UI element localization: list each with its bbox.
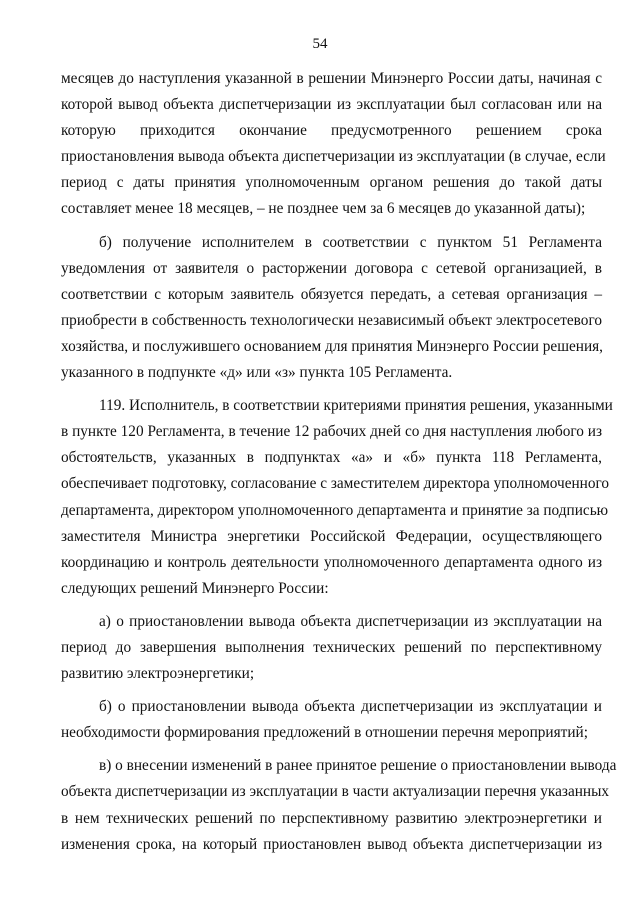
text-line: месяцев до наступления указанной в решении Минэнерго России даты, начиная с <box>61 70 602 87</box>
paragraph-item-b-notification <box>61 230 602 387</box>
text-line: хозяйства, и послужившего основанием для принятия Минэнерго России решения, <box>61 337 604 355</box>
text-line: указанного в подпункте «д» или «з» пункта 105 Регламента. <box>61 364 453 382</box>
text-line: следующих решений Минэнерго России: <box>61 579 329 597</box>
text-line: составляет менее 18 месяцев, – не позднее чем за 6 месяцев до указанной даты); <box>61 200 586 218</box>
text-line: департамента, директором уполномоченного департамента и принятие за подписью <box>61 501 609 519</box>
text-line: в пункте 120 Регламента, в течение 12 рабочих дней со дня наступления любого из <box>61 423 602 441</box>
text-line: в) о внесении изменений в ранее принятое решение о приостановлении вывода <box>99 757 617 775</box>
paragraph-item-v <box>61 753 617 857</box>
text-line: приостановления вывода объекта диспетчеризации из эксплуатации (в случае, если <box>61 148 606 166</box>
text-line: приобрести в собственность технологически независимый объект электросетевого <box>61 311 602 329</box>
text-line: необходимости формирования предложений в отношении перечня мероприятий; <box>61 724 588 742</box>
paragraph-item-b <box>61 694 602 746</box>
text-line: период до завершения выполнения технических решений по перспективному <box>61 638 602 656</box>
text-line: соответствии с которым заявитель обязуется передать, а сетевая организация – <box>61 285 602 303</box>
paragraph-clause-119 <box>61 393 613 602</box>
text-line: 119. Исполнитель, в соответствии критериями принятия решения, указанными <box>99 397 613 415</box>
text-line: изменения срока, на который приостановлен вывод объекта диспетчеризации из <box>61 835 602 853</box>
text-line: обеспечивает подготовку, согласование с заместителем директора уполномоченного <box>61 475 610 493</box>
text-line: объекта диспетчеризации из эксплуатации в части актуализации перечня указанных <box>61 783 610 801</box>
text-line: б) получение исполнителем в соответствии с пунктом 51 Регламента <box>99 233 602 251</box>
text-line: координацию и контроль деятельности уполномоченного департамента одного из <box>61 553 602 571</box>
text-line: заместителя Министра энергетики Российской Федерации, осуществляющего <box>61 527 602 545</box>
text-line: уведомления от заявителя о расторжении договора с сетевой организацией, в <box>61 259 602 277</box>
text-line: которую приходится окончание предусмотренного решением срока <box>61 122 602 140</box>
page-number: 54 <box>312 36 328 52</box>
document-body <box>61 66 617 865</box>
paragraph-item-a <box>61 609 602 687</box>
text-line: а) о приостановлении вывода объекта диспетчеризации из эксплуатации на <box>99 612 602 630</box>
text-line: обстоятельств, указанных в подпунктах «а» и «б» пункта 118 Регламента, <box>61 449 602 467</box>
text-line: в нем технических решений по перспективному развитию электроэнергетики и <box>61 809 602 827</box>
text-line: развитию электроэнергетики; <box>61 665 255 683</box>
text-line: которой вывод объекта диспетчеризации из эксплуатации был согласован или на <box>61 96 602 114</box>
paragraph-continuation <box>61 66 606 223</box>
text-line: б) о приостановлении вывода объекта диспетчеризации из эксплуатации и <box>99 698 602 716</box>
text-line: период с даты принятия уполномоченным органом решения до такой даты <box>61 174 602 192</box>
